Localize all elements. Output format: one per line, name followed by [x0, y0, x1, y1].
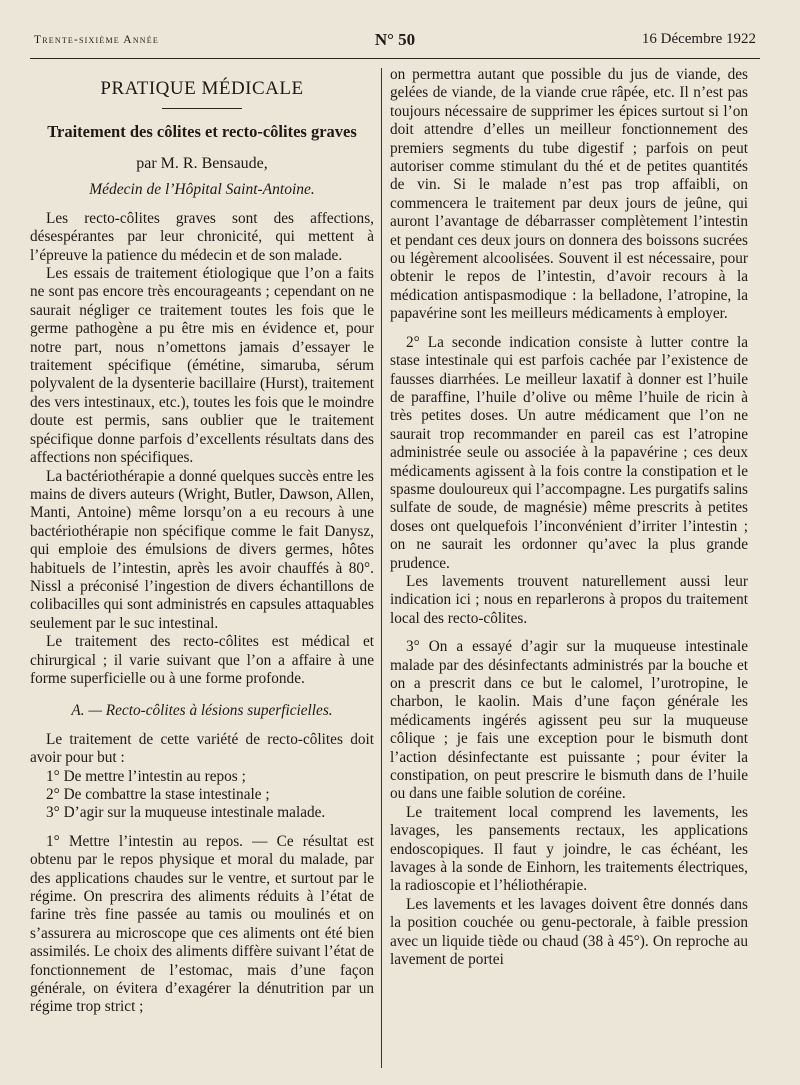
paragraph: Le traitement de cette variété de recto-côlites doit avoir pour but : — [30, 730, 374, 767]
article-title: Traitement des côlites et recto-côlites graves — [47, 122, 357, 141]
left-column — [30, 66, 374, 1017]
issue-number: N° 50 — [374, 30, 416, 49]
paragraph: 1° Mettre l’intestin au repos. — Ce résultat est obtenu par le repos physique et moral du malade, par des applications chaudes sur le ventre, et surtout par le régime. On prescrira des aliments réduits à l’état de farine très fine passée au tamis ou moulinés et on s’assurera au microscope que ces aliments ont été bien assimilés. Le choix des aliments diffère suivant l’état de fonctionnement de l’estomac, mais d’une façon générale, on évitera d’exagérer la dénutrition par un régime trop strict ; — [30, 832, 374, 1016]
paragraph: 2° La seconde indication consiste à lutter contre la stase intestinale qui est parfois cachée par l’existence de fausses diarrhées. Le meilleur laxatif à donner est l’huile de paraffine, l’huile d’olive ou même l’huile de ricin à très petites doses. Un autre médicament que l’on ne saurait trop recommander en pareil cas est l’atropine administrée seule ou associée à la papavérine ; ces deux médicaments agissent à la fois contre la constipation et le spasme douloureux qui l’accompagne. Les purgatifs salins sulfate de soude, de magnésie) même prescrits à petites doses ont quelquefois l’inconvénient d’irriter l’intestin ; on ne saurait les ordonner qu’avec la plus grande prudence. — [390, 333, 748, 572]
paragraph: Les recto-côlites graves sont des affections, désespérantes par leur chronicité, qui mettent à l’épreuve la patience du médecin et de son malade. — [30, 209, 374, 264]
issue-date: 16 Décembre 1922 — [641, 31, 756, 47]
section-title: PRATIQUE MÉDICALE — [100, 78, 304, 99]
paragraph: Les lavements et les lavages doivent être donnés dans la position couchée ou genu-pectorale, à faible pression avec un liquide tiède ou chaud (38 à 45°). On reproche au lavement de portei — [390, 895, 748, 969]
list-item: 2° De combattre la stase intestinale ; — [46, 786, 270, 803]
paragraph: La bactériothérapie a donné quelques succès entre les mains de divers auteurs (Wright, Butler, Dawson, Allen, Manti, Antoine) même lorsqu’on a eu recours à une bactériothérapie non spécifique comme le fait Danysz, qui emploie des émulsions de divers germes, hôtes habituels de l’intestin, après les avoir chauffés à 80°. Nissl a préconisé l’ingestion de divers échantillons de colibacilles qui sont administrés en capsules attaquables seulement par le suc intestinal. — [30, 467, 374, 632]
aims-list — [30, 768, 374, 823]
paragraph: Le traitement des recto-côlites est médical et chirurgical ; il varie suivant que l’on a affaire à une forme superficielle ou à une forme profonde. — [30, 633, 374, 687]
paragraph: on permettra autant que possible du jus de viande, des gelées de viande, de la viande crue râpée, etc. Il n’est pas toujours nécessaire de supprimer les épices surtout si l’on doit attendre d’elles un meilleur fonctionnement des premiers segments du tube digestif ; parfois on peut autoriser comme stimulant du thé et de petites quantités de vin. Si le malade n’est pas trop affaibli, on commencera le traitement par deux jours de jeûne, qui auront l’avantage de débarrasser complètement l’intestin et pendant ces deux jours on donnera des boissons sucrées ou légèrement alcoolisées. Souvent il est nécessaire, pour obtenir le repos de l’intestin, d’avoir recours à la médication antispasmodique : la belladone, l’atropine, la papavérine sont les meilleurs médicaments à employer. — [390, 66, 748, 323]
paragraph: Le traitement local comprend les lavements, les lavages, les pansements rectaux, les applications endoscopiques. Il faut y joindre, le cas échéant, les lavages à la sonde de Einhorn, les traitements électriques, la radioscopie et l’héliothérapie. — [390, 803, 748, 895]
subheading: A. — Recto-côlites à lésions superficielles. — [71, 702, 333, 720]
author-affiliation: Médecin de l’Hôpital Saint-Antoine. — [89, 181, 315, 199]
journal-volume: Trente-sixième Année — [34, 34, 159, 46]
author-byline: par M. R. Bensaude, — [136, 155, 268, 172]
column-divider — [381, 68, 382, 1068]
list-item: 1° De mettre l’intestin au repos ; — [46, 767, 246, 785]
paragraph: Les lavements trouvent naturellement aussi leur indication ici ; nous en reparlerons à propos du traitement local des recto-côlites. — [390, 572, 748, 627]
title-rule — [162, 108, 242, 109]
list-item: 3° D’agir sur la muqueuse intestinale malade. — [46, 804, 326, 822]
right-column — [390, 66, 748, 970]
paragraph: Les essais de traitement étiologique que l’on a faits ne sont pas encore très encourageants ; cependant on ne saurait négliger ce traitement toutes les fois que le germe pathogène a pu être mis en évidence et, pour notre part, nous n’omettons jamais d’essayer le traitement spécifique (émétine, simaruba, sérum polyvalent de la dysenterie bacillaire (Hurst), traitement des vers intestinaux, etc.), toutes les fois que le moindre doute est permis, sans oublier que le traitement spécifique donne parfois d’excellents résultats dans des affections non spécifiques. — [30, 265, 374, 467]
paragraph: 3° On a essayé d’agir sur la muqueuse intestinale malade par des désinfectants administrés par la bouche et on a prescrit dans ce but le calomel, l’urotropine, le charbon, le kaolin. Mais d’une façon générale les médicaments ingérés agissent peu sur la muqueuse côlique ; je fais une exception pour le bismuth dont l’action désinfectante est puissante ; pour éviter la constipation, on peut prescrire le bismuth dans de l’huile ou dans une faible solution de coréine. — [390, 638, 748, 803]
page-header — [30, 24, 760, 59]
